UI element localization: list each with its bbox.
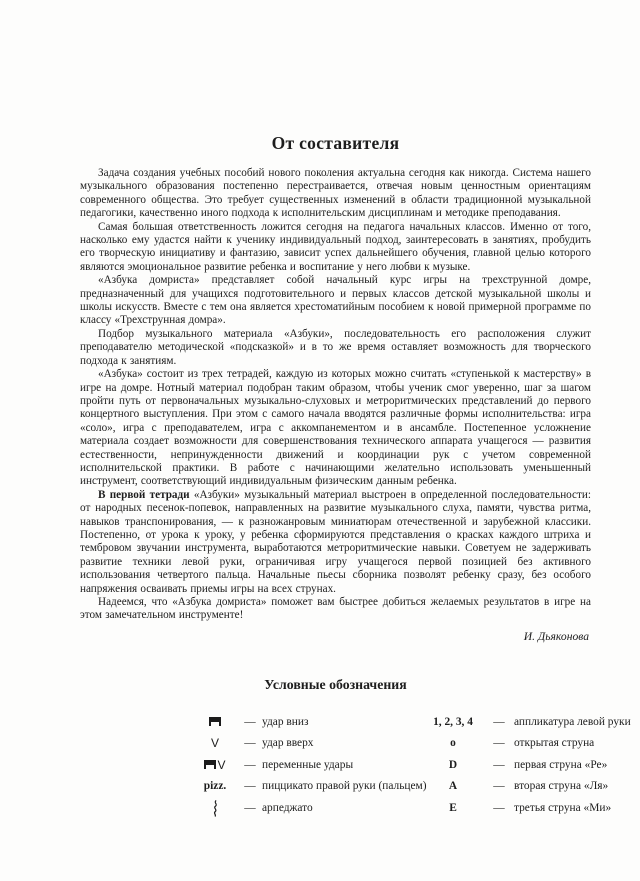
down-stroke-icon (192, 717, 238, 726)
legend-label: переменные удары (262, 758, 354, 771)
legend-label: аппликатура левой руки (514, 715, 631, 728)
paragraph-bold-lead: В первой тетради (98, 488, 190, 501)
paragraph-first-notebook (80, 489, 591, 596)
dash: — (244, 758, 256, 771)
legend-label: удар вниз (262, 715, 309, 728)
dash: — (493, 736, 505, 749)
string-d-symbol: D (448, 758, 458, 771)
dash: — (244, 779, 256, 792)
open-string-symbol: o (450, 736, 456, 749)
legend-label: третья струна «Ми» (514, 802, 612, 815)
dash: — (493, 758, 505, 771)
dash: — (244, 736, 256, 749)
pizzicato-symbol: pizz. (203, 779, 227, 792)
string-e-symbol: E (449, 802, 457, 815)
legend-label: открытая струна (514, 736, 595, 749)
body-text (80, 167, 591, 623)
paragraph: Самая большая ответственность ложится сегодня на педагога начальных классов. Именно от того, насколько ему удастся найти к ученику индивидуальный подход, заинтересовать в занятиях, пробудить его творческую инициативу и фантазию, зависит успех дальнейшего обучения, главной целью которого являются эмоциональное развитие ребенка и воспитание у него любви к музыке. (80, 220, 591, 273)
paragraph: «Азбука домриста» представляет собой начальный курс игры на трехструнной домре, предназначенный для учащихся подготовительного и первых классов детской музыкальной школы и школы искусств. Вместе с тем она является хрестоматийным пособием к новой примерной программе по классу «Трехструнная домра». (80, 274, 591, 327)
legend-label: удар вверх (262, 736, 314, 749)
string-a-symbol: A (448, 779, 458, 792)
alternating-strokes-icon (192, 758, 238, 772)
dash: — (493, 715, 505, 728)
legend-label: пиццикато правой руки (пальцем) (262, 779, 427, 792)
author-signature: И. Дьяконова (523, 629, 589, 643)
legend-table (192, 715, 631, 817)
dash: — (493, 802, 505, 815)
legend-label: вторая струна «Ля» (514, 779, 609, 792)
paragraph: «Азбука» состоит из трех тетрадей, каждую из которых можно считать «ступенькой к мастерству» в игре на домре. Нотный материал подобран таким образом, чтобы ученик смог уверенно, шаг за шагом пройти путь от первоначальных музыкально-слуховых и метроритмических представлений до первого концертного выступления. При этом с самого начала вводятся различные формы исполнительства: игра «соло», игра с преподавателем, игра с аккомпанементом и в ансамбле. Постепенное усложнение материала создает возможности для совершенствования технического аппарата учащегося — развития естественности, непринужденности движений и координации рук с учетом современной исполнительской практики. В работе с начинающими желательно использовать уменьшенный инструмент, соответствующий индивидуальным физическим данным ребенка. (80, 368, 591, 488)
legend-label: арпеджато (262, 802, 313, 815)
paragraph-closing: Надеемся, что «Азбука домриста» поможет вам быстрее добиться желаемых результатов в игре на этом замечательном инструменте! (80, 596, 591, 622)
paragraph: Задача создания учебных пособий нового поколения актуальна сегодня как никогда. Система нашего музыкального образования постепенно перестраивается, отвечая новым ценностным ориентациям современного общества. Это требует существенных изменений в области традиционной музыкальной педагогики, качественно иного подхода к исполнительским дисциплинам и методике преподавания. (80, 167, 591, 220)
legend-label: первая струна «Ре» (514, 758, 608, 771)
dash: — (493, 779, 505, 792)
legend-heading: Условные обозначения (264, 676, 407, 692)
page-title: От составителя (271, 133, 400, 153)
paragraph: Подбор музыкального материала «Азбуки», последовательность его расположения служит преподавателю методической «подсказкой» и в то же время оставляет возможность для творческого подхода к занятиям. (80, 327, 591, 367)
fingering-symbol: 1, 2, 3, 4 (433, 715, 473, 728)
up-stroke-icon: V (210, 735, 219, 750)
arpeggiato-icon (192, 800, 238, 817)
down-stroke-glyph (204, 760, 216, 769)
dash: — (244, 715, 256, 728)
up-stroke-glyph: V (217, 757, 226, 772)
page-content (80, 133, 631, 817)
paragraph-rest: «Азбуки» музыкальный материал выстроен в определенной последовательности: от народных песенок-попевок, направленных на развитие музыкального слуха, памяти, чувства ритма, навыков транспонирования, — к разножанровым миниатюрам отечественной и зарубежной классики. Постепенно, от урока к уроку, у ребенка сформируются представления о красках каждого штриха и тембровом звучании инструмента, выработаются метроритмические навыки. Советуем не задерживать развитие техники левой руки, ограничивая игру учащегося первой позицией без активного использования четвертого пальца. Начальные пьесы сборника позволят ребенку сразу, без особого напряжения осваивать приемы игры на всех струнах. (80, 488, 591, 595)
arpeggiato-glyph (212, 800, 219, 817)
down-stroke-glyph (209, 717, 221, 726)
dash: — (244, 802, 256, 815)
